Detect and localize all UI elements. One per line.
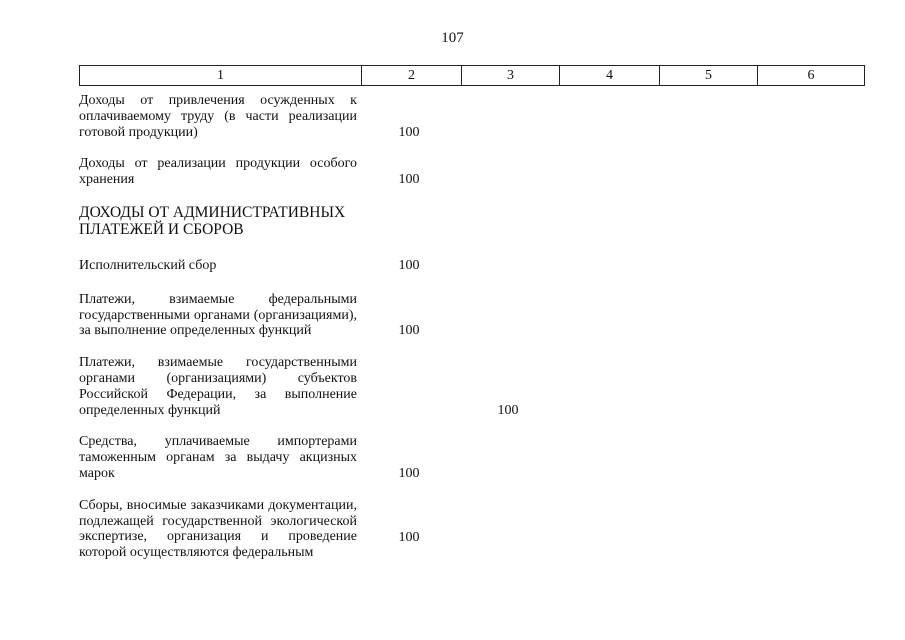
header-col-6: 6 [758,66,865,86]
header-col-1: 1 [80,66,362,86]
row-col2-value: 100 [398,124,420,140]
table-row [79,204,864,238]
table-row [79,292,864,339]
row-col2-value: 100 [398,257,420,273]
row-col2-value: 100 [398,530,420,546]
table-row [79,355,864,418]
row-name: Доходы от привлечения осужденных к оплачиваемому труду (в части реализации готовой продукции) [79,93,357,140]
row-name: Средства, уплачиваемые импортерами таможенным органам за выдачу акцизных марок [79,434,357,481]
header-col-4: 4 [560,66,660,86]
table-row [79,434,864,481]
header-row [80,66,865,86]
row-col2-value: 100 [398,172,420,188]
header-col-3: 3 [462,66,560,86]
header-col-5: 5 [660,66,758,86]
row-name: Сборы, вносимые заказчиками документации, подлежащей государственной экологической экспертизе, организация и проведение которой осуществляются федеральным [79,497,357,561]
row-name: Исполнительский сбор [79,257,217,273]
row-col2-value: 100 [398,465,420,481]
row-col3-value: 100 [497,402,519,418]
header-col-2: 2 [362,66,462,86]
row-name: Платежи, взимаемые государственными органами (организациями) субъектов Российской Федерации, за выполнение определенных функций [79,355,357,418]
row-col2-value: 100 [398,323,420,339]
page-number: 107 [441,30,464,46]
table-body [79,93,864,577]
row-name: Доходы от реализации продукции особого хранения [79,156,357,188]
table-row [79,258,864,274]
row-name: Платежи, взимаемые федеральными государственными органами (организациями), за выполнение определенных функций [79,291,357,339]
table-row [79,93,864,140]
table-row [79,156,864,188]
table-row [79,498,864,561]
table-header [79,65,865,86]
section-heading: ДОХОДЫ ОТ АДМИНИСТРАТИВНЫХ ПЛАТЕЖЕЙ И СБОРОВ [79,203,346,238]
